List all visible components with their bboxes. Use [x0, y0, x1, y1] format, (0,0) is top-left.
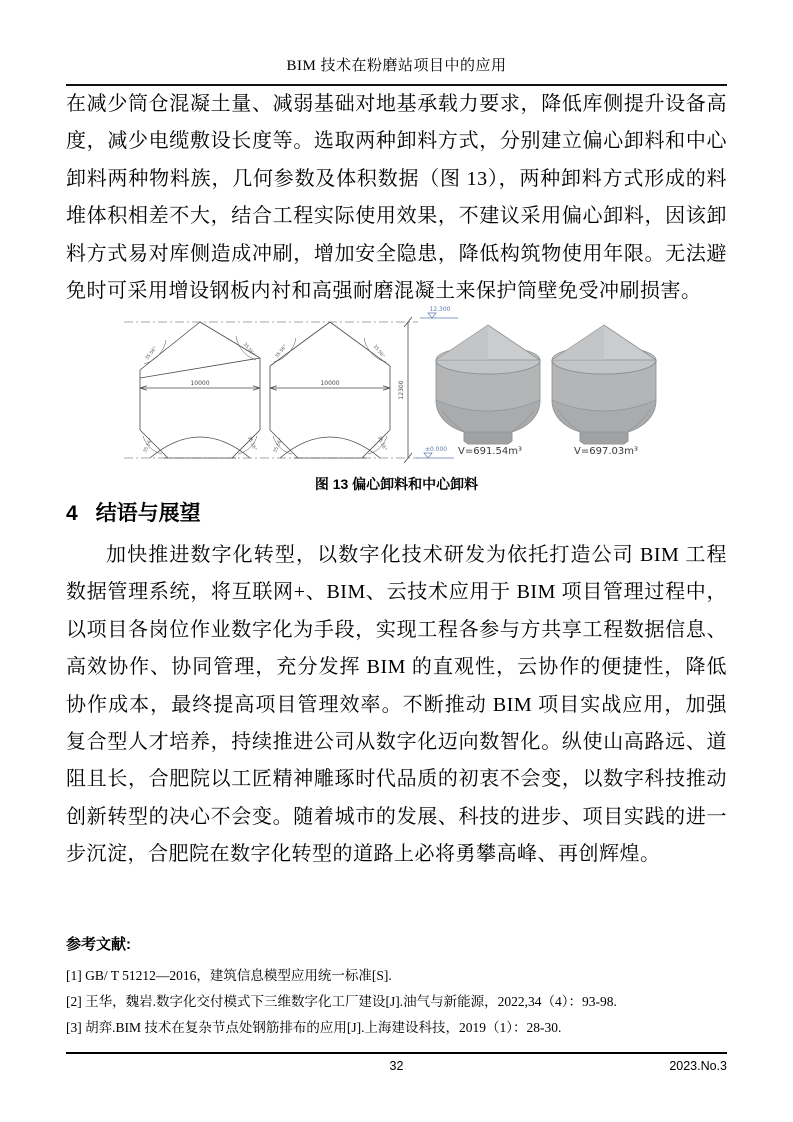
- eccentric-discharge-drawing: [140, 322, 260, 458]
- angle-label: 35.56°: [273, 437, 285, 454]
- top-elevation-label: 12.300: [429, 306, 451, 313]
- height-dimension: [398, 317, 412, 463]
- issue-label: 2023.No.3: [669, 1059, 727, 1073]
- angle-label: 35.56°: [144, 346, 159, 362]
- section-title: 结语与展望: [95, 502, 201, 525]
- eccentric-volume-label: V=691.54m³: [458, 446, 522, 457]
- silo-figure-graphic: [66, 300, 727, 468]
- silo-3d-center: [552, 325, 656, 444]
- section-number: 4: [66, 502, 78, 525]
- section-heading: [66, 497, 727, 527]
- page-number: 32: [389, 1059, 404, 1073]
- width-dimension-label: 10000: [320, 380, 340, 387]
- angle-label: 35.56°: [143, 437, 155, 454]
- figure-13: [66, 300, 727, 494]
- center-volume-label: V=697.03m³: [574, 446, 638, 457]
- top-elevation-flag: [420, 306, 458, 318]
- angle-label: 35.56°: [375, 435, 387, 452]
- reference-item-3: [3] 胡弈.BIM 技术在复杂节点处钢筋排布的应用[J].上海建设科技，2019（1）：28-30.: [66, 1020, 562, 1035]
- figure-caption: 图 13 偏心卸料和中心卸料: [314, 476, 479, 492]
- footer-rule: [66, 1052, 727, 1054]
- bottom-elevation-label: ±0.000: [424, 446, 448, 453]
- reference-item-1: [1] GB/ T 51212—2016，建筑信息模型应用统一标准[S].: [66, 968, 392, 983]
- angle-label: 35.56°: [371, 344, 386, 360]
- height-dimension-label: 12300: [398, 380, 405, 400]
- running-header-title: BIM 技术在粉磨站项目中的应用: [286, 58, 507, 74]
- references-heading: 参考文献:: [66, 936, 131, 953]
- references-section: [66, 933, 727, 1041]
- reference-item-2: [2] 王华，魏岩.数字化交付模式下三维数字化工厂建设[J].油气与新能源，2022,34（4）：93-98.: [66, 994, 617, 1009]
- paragraph-intro: 在减少筒仓混凝土量、减弱基础对地基承载力要求，降低库侧提升设备高度，减少电缆敷设长度等。选取两种卸料方式，分别建立偏心卸料和中心卸料两种物料族，几何参数及体积数据（图 13），两种卸料方式形成的料堆体积相差不大，结合工程实际使用效果，不建议采用偏心卸料，因该卸料方式易对库侧造成冲刷，增加安全隐患，降低构筑物使用年限。无法避免时可采用增设钢板内衬和高强耐磨混凝土来保护筒壁免受冲刷损害。: [66, 93, 727, 303]
- angle-label: 35.56°: [241, 342, 256, 358]
- silo-3d-eccentric: [436, 325, 540, 444]
- center-discharge-drawing: [270, 322, 390, 458]
- paragraph-conclusion: 加快推进数字化转型，以数字化技术研发为依托打造公司 BIM 工程数据管理系统，将互联网+、BIM、云技术应用于 BIM 项目管理过程中，以项目各岗位作业数字化为手段，实现工程各参与方共享工程数据信息、高效协作、协同管理，充分发挥 BIM 的直观性，云协作的便捷性，降低协作成本，最终提高项目管理效率。不断推动 BIM 项目实战应用，加强复合型人才培养，持续推进公司从数字化迈向数智化。纵使山高路远、道阻且长，合肥院以工匠精神雕琢时代品质的初衷不会变，以数字科技推动创新转型的决心不会变。随着城市的发展、科技的进步、项目实践的进一步沉淀，合肥院在数字化转型的道路上必将勇攀高峰、再创辉煌。: [66, 544, 727, 866]
- page-footer: [66, 1059, 727, 1077]
- centerlines: [124, 322, 418, 458]
- angle-label: 35.56°: [245, 435, 257, 452]
- angle-label: 35.56°: [274, 344, 289, 360]
- width-dimension-label: 10000: [190, 380, 210, 387]
- bottom-elevation-flag: [416, 446, 454, 458]
